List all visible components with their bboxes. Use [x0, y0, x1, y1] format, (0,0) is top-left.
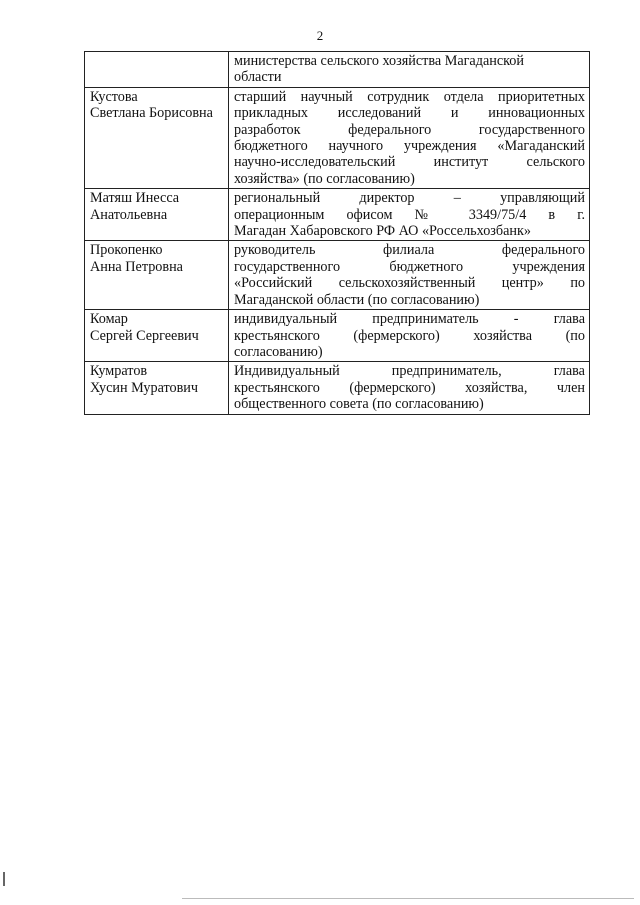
member-given-names: Анна Петровна — [90, 258, 183, 275]
member-surname: Кустова — [90, 88, 138, 105]
members-table-body — [85, 52, 590, 415]
member-given-names — [90, 69, 224, 85]
scan-bottom-rule — [182, 898, 634, 899]
member-row — [85, 189, 590, 241]
position-line: Индивидуальный предприниматель, глава — [234, 363, 585, 380]
member-name-cell — [85, 241, 229, 310]
position-line: крестьянского (фермерского) хозяйства (по — [234, 327, 585, 344]
member-surname — [90, 53, 224, 69]
member-position-cell — [229, 241, 590, 310]
member-row — [85, 87, 590, 188]
member-row — [85, 52, 590, 88]
position-line: министерства сельского хозяйства Магаданской — [234, 53, 524, 69]
member-row — [85, 310, 590, 362]
position-line: прикладных исследований и инновационных — [234, 105, 585, 122]
position-line: крестьянского (фермерского) хозяйства, член — [234, 379, 585, 396]
member-given-names: Сергей Сергеевич — [90, 327, 199, 344]
scan-edge-mark — [3, 872, 5, 886]
page-number: 2 — [316, 28, 324, 43]
position-line: Магадан Хабаровского РФ АО «Россельхозбанк» — [234, 223, 531, 240]
member-name-cell — [85, 87, 229, 188]
position-line: хозяйства» (по согласованию) — [234, 170, 415, 187]
member-position-cell — [229, 87, 590, 188]
member-position-cell — [229, 52, 590, 88]
position-line: государственного бюджетного учреждения — [234, 258, 585, 275]
position-line: индивидуальный предприниматель - глава — [234, 311, 585, 328]
member-surname: Матяш Инесса — [90, 190, 180, 207]
position-line: старший научный сотрудник отдела приоритетных — [234, 88, 585, 105]
member-surname: Комар — [90, 311, 128, 328]
position-line: «Российский сельскохозяйственный центр» по — [234, 275, 585, 292]
member-name-cell — [85, 362, 229, 414]
member-surname: Прокопенко — [90, 242, 163, 259]
position-line: разработок федерального государственного — [234, 121, 585, 138]
member-name-cell — [85, 52, 229, 88]
member-given-names: Анатольевна — [90, 206, 168, 223]
position-line: операционным офисом № 3349/75/4 в г. — [234, 206, 585, 223]
position-line: руководитель филиала федерального — [234, 242, 585, 259]
member-row — [85, 241, 590, 310]
member-given-names: Хусин Муратович — [90, 379, 199, 396]
position-line: бюджетного научного учреждения «Магаданский — [234, 138, 585, 155]
member-row — [85, 362, 590, 414]
member-name-cell — [85, 310, 229, 362]
member-name-cell — [85, 189, 229, 241]
position-line: Магаданской области (по согласованию) — [234, 291, 480, 308]
member-surname: Кумратов — [90, 363, 148, 380]
member-given-names: Светлана Борисовна — [90, 105, 213, 122]
commission-members-table — [84, 51, 590, 415]
position-line: общественного совета (по согласованию) — [234, 396, 484, 413]
position-line: согласованию) — [234, 343, 323, 360]
position-line: научно-исследовательский институт сельского — [234, 154, 585, 171]
member-position-cell — [229, 310, 590, 362]
member-position-cell — [229, 189, 590, 241]
position-line: региональный директор – управляющий — [234, 190, 585, 207]
member-position-cell — [229, 362, 590, 414]
position-line: области — [234, 69, 282, 86]
